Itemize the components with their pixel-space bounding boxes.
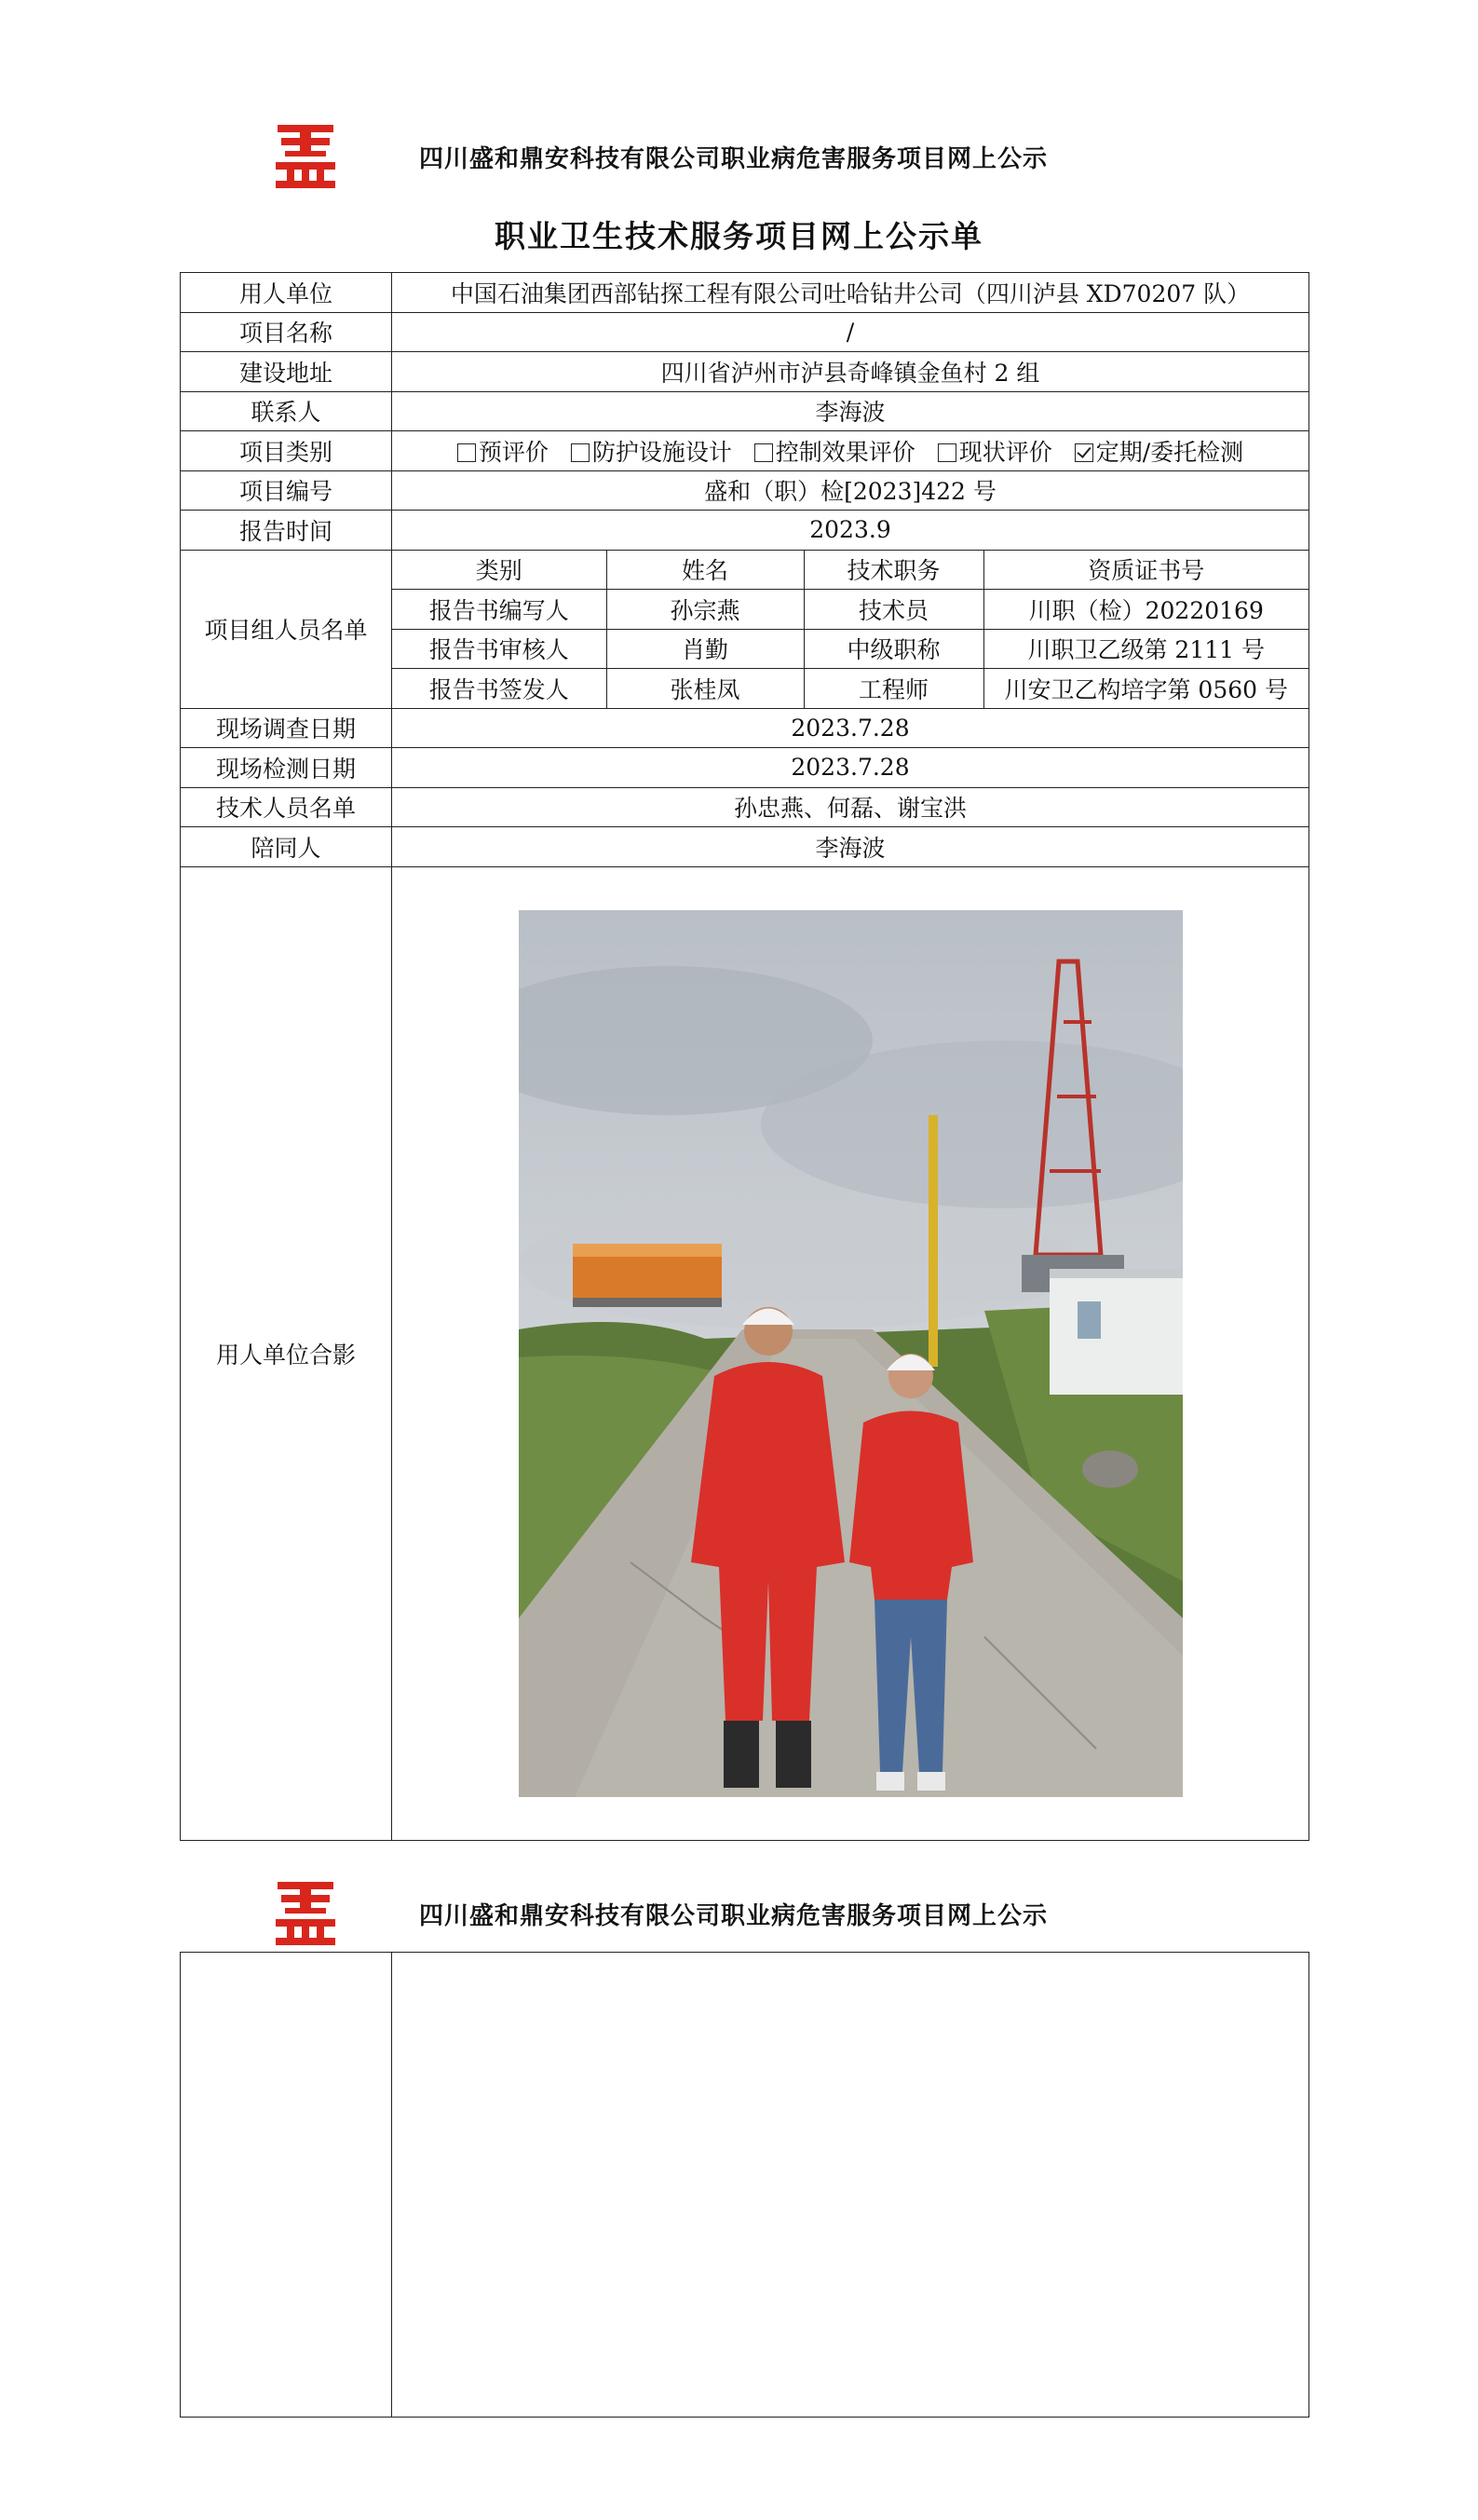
- category-option-pre-eval: 预评价: [457, 439, 549, 466]
- row-escort: [181, 827, 1309, 867]
- group-photo-image: [519, 910, 1183, 1797]
- category-option-status-eval: 现状评价: [938, 439, 1052, 466]
- row-test-date: [181, 748, 1309, 788]
- team-table: [392, 551, 1309, 708]
- test-date-label: 现场检测日期: [181, 748, 392, 788]
- photo-label: 用人单位合影: [181, 866, 392, 1840]
- address-value: 四川省泸州市泸县奇峰镇金鱼村 2 组: [392, 352, 1309, 392]
- team-label: 项目组人员名单: [181, 550, 392, 708]
- table-row: [392, 669, 1309, 708]
- contact-label: 联系人: [181, 391, 392, 431]
- report-time-label: 报告时间: [181, 511, 392, 551]
- team-cell: [392, 550, 1309, 708]
- member-name: 肖勤: [606, 629, 804, 669]
- technicians-label: 技术人员名单: [181, 787, 392, 827]
- table-row: [392, 629, 1309, 669]
- employer-value: 中国石油集团西部钻探工程有限公司吐哈钻井公司（四川泸县 XD70207 队）: [392, 273, 1309, 313]
- row-technicians: [181, 787, 1309, 827]
- company-line: 四川盛和鼎安科技有限公司职业病危害服务项目网上公示: [419, 145, 1049, 173]
- member-title: 技术员: [804, 590, 983, 630]
- row-project-name: [181, 312, 1309, 352]
- member-cert: 川职卫乙级第 2111 号: [983, 629, 1309, 669]
- photo-cell: [392, 866, 1309, 1840]
- survey-date-label: 现场调查日期: [181, 708, 392, 748]
- member-cert: 川职（检）20220169: [983, 590, 1309, 630]
- company-line-2: 四川盛和鼎安科技有限公司职业病危害服务项目网上公示: [419, 1902, 1049, 1930]
- escort-label: 陪同人: [181, 827, 392, 867]
- row-address: [181, 352, 1309, 392]
- member-role: 报告书签发人: [392, 669, 606, 708]
- checkbox-icon: [457, 443, 476, 462]
- continuation-row: [181, 1953, 1309, 2418]
- row-contact: [181, 391, 1309, 431]
- continuation-table: [180, 1952, 1309, 2418]
- continuation-content-cell: [392, 1953, 1309, 2418]
- project-no-label: 项目编号: [181, 470, 392, 511]
- member-role: 报告书编写人: [392, 590, 606, 630]
- member-name: 孙宗燕: [606, 590, 804, 630]
- member-cert: 川安卫乙构培字第 0560 号: [983, 669, 1309, 708]
- row-team: [181, 550, 1309, 708]
- team-header: 资质证书号: [983, 551, 1309, 590]
- page-title: 职业卫生技术服务项目网上公示单: [495, 218, 983, 254]
- team-header: 姓名: [606, 551, 804, 590]
- category-option-protection-design: 防护设施设计: [571, 439, 732, 466]
- row-report-time: [181, 511, 1309, 551]
- checkbox-icon: [938, 443, 956, 462]
- row-employer: [181, 273, 1309, 313]
- technicians-value: 孙忠燕、何磊、谢宝洪: [392, 787, 1309, 827]
- category-option-control-eval: 控制效果评价: [754, 439, 915, 466]
- member-role: 报告书审核人: [392, 629, 606, 669]
- team-header: 类别: [392, 551, 606, 590]
- employer-label: 用人单位: [181, 273, 392, 313]
- row-category: [181, 431, 1309, 471]
- test-date-value: 2023.7.28: [392, 748, 1309, 788]
- category-label: 项目类别: [181, 431, 392, 471]
- company-logo-icon: [270, 119, 341, 194]
- category-options: [392, 431, 1309, 471]
- member-name: 张桂凤: [606, 669, 804, 708]
- company-logo-icon: [270, 1876, 341, 1951]
- contact-value: 李海波: [392, 391, 1309, 431]
- escort-value: 李海波: [392, 827, 1309, 867]
- row-survey-date: [181, 708, 1309, 748]
- checkbox-checked-icon: [1075, 443, 1093, 462]
- survey-date-value: 2023.7.28: [392, 708, 1309, 748]
- page-header: [270, 119, 1201, 203]
- group-photo: [519, 910, 1183, 1797]
- checkbox-icon: [571, 443, 590, 462]
- continuation-label-cell: [181, 1953, 392, 2418]
- row-photo: [181, 866, 1309, 1840]
- address-label: 建设地址: [181, 352, 392, 392]
- project-no-value: 盛和（职）检[2023]422 号: [392, 470, 1309, 511]
- project-name-value: /: [392, 312, 1309, 352]
- table-row: [392, 590, 1309, 630]
- category-option-periodic-test: 定期/委托检测: [1075, 439, 1243, 466]
- member-title: 中级职称: [804, 629, 983, 669]
- team-header-row: [392, 551, 1309, 590]
- member-title: 工程师: [804, 669, 983, 708]
- team-header: 技术职务: [804, 551, 983, 590]
- checkbox-icon: [754, 443, 773, 462]
- report-time-value: 2023.9: [392, 511, 1309, 551]
- page-header-2: [270, 1876, 1201, 1960]
- project-name-label: 项目名称: [181, 312, 392, 352]
- row-project-no: [181, 470, 1309, 511]
- info-table: [180, 272, 1309, 1841]
